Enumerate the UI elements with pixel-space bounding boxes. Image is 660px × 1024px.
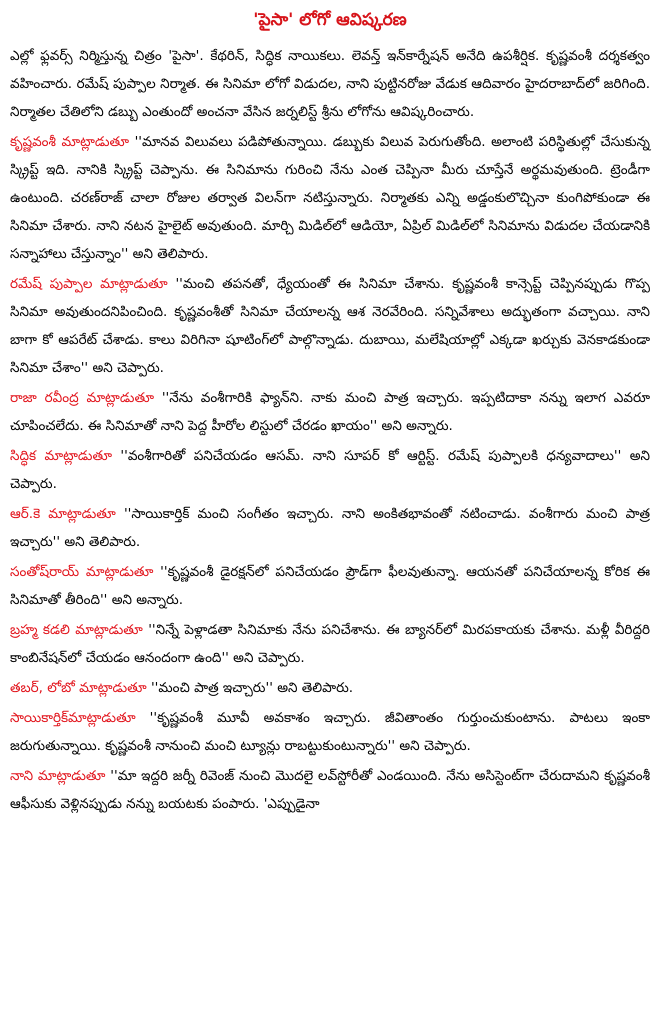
intro-paragraph: ఎల్లో ఫ్లవర్స్ నిర్మిస్తున్న చిత్రం 'పైసా'. కేథరిన్, సిద్ధిక నాయికలు. లెవన్త్ ఇన్‌కార్నేషన్ అనేది ఉపశీర్షిక. కృష్ణవంశీ దర్శకత్వం వహించారు. రమేష్ పుప్పాల నిర్మాత. ఈ సినిమా లోగో విడుదల, నాని పుట్టినరోజు వేడుక ఆదివారం హైదరాబాద్‌లో జరిగింది. నిర్మాతల చేతిలోని డబ్బు ఎంతుందో అంచనా వేసిన జర్నలిస్ట్ శ్రీను లోగోను ఆవిష్కరించారు. [10,48,650,120]
quote-text: ''కృష్ణవంశీ మూవీ అవకాశం ఇచ్చారు. జీవితాంతం గుర్తుంచుకుంటాను. పాటలు ఇంకా జరుగుతున్నాయి. కృష్ణవంశీ నానుంచి మంచి ట్యూన్లు రాబట్టుకుంటున్నారు'' అని చెప్పారు. [10,710,650,754]
quote-paragraph [10,558,650,614]
quote-paragraph [10,384,650,440]
quote-paragraph [10,616,650,672]
quote-paragraph [10,500,650,556]
quote-text: ''నేను వంశీగారికి ఫ్యాన్‌ని. నాకు మంచి పాత్ర ఇచ్చారు. ఇప్పటిదాకా నన్ను ఇలాగ ఎవరూ చూపించలేదు. ఈ సినిమాతో నాని పెద్ద హీరోల లిస్టులో చేరడం ఖాయం'' అని అన్నారు. [10,390,650,434]
article [5,0,655,818]
speaker-name: రాజా రవీంద్ర మాట్లాడుతూ [10,390,154,406]
speaker-name: సిద్ధిక మాట్లాడుతూ [10,448,113,464]
quote-paragraph [10,704,650,760]
article-title: 'పైసా' లోగో ఆవిష్కరణ [253,10,407,30]
quote-paragraph [10,270,650,382]
speaker-name: సాయికార్తిక్‌మాట్లాడుతూ [10,710,136,726]
speaker-name: సంతోష్‌రాయ్ మాట్లాడుతూ [10,564,154,580]
quotes-list [10,128,650,818]
speaker-name: కృష్ణవంశీ మాట్లాడుతూ [10,134,130,150]
quote-text: ''నిన్నే పెళ్లాడతా సినిమాకు నేను పనిచేశాను. ఈ బ్యానర్‌లో మిరపకాయకు చేశాను. మళ్లీ వీరిద్దరి కాంబినేషన్‌లో చేయడం ఆనందంగా ఉంది'' అని చెప్పారు. [10,622,650,666]
speaker-name: నాని మాట్లాడుతూ [10,768,106,784]
quote-paragraph [10,762,650,818]
quote-text: ''మా ఇద్దరి జర్నీ రివెంజ్ నుంచి మొదలై లవ్‌స్టోరీతో ఎండయింది. నేను అసిస్టెంట్‌గా చేరుదామని కృష్ణవంశీ ఆఫీసుకు వెళ్లినప్పుడు నన్ను బయటకు పంపారు. 'ఎప్పుడైనా [10,768,651,812]
speaker-name: రమేష్ పుప్పాల మాట్లాడుతూ [10,276,168,292]
quote-paragraph [10,442,650,498]
quote-paragraph [10,128,650,268]
quote-text: ''మంచి పాత్ర ఇచ్చారు'' అని తెలిపారు. [146,680,354,696]
quote-text: ''మంచి తపనతో, ధ్యేయంతో ఈ సినిమా చేశాను. కృష్ణవంశీ కాన్సెప్ట్ చెప్పినప్పుడు గొప్ప సినిమా అవుతుందనిపించింది. కృష్ణవంశీతో సినిమా చేయాలన్న ఆశ నెరవేరింది. సన్నివేశాలు అద్భుతంగా వచ్చాయి. నాని బాగా కో ఆపరేట్ చేశాడు. కాలు విరిగినా షూటింగ్‌లో పాల్గొన్నాడు. దుబాయి, మలేషియాల్లో ఎక్కడా ఖర్చుకు వెనకాడకుండా సినిమా చేశాం'' అని చెప్పారు. [10,276,650,376]
quote-text: ''సాయికార్తిక్ మంచి సంగీతం ఇచ్చారు. నాని అంకితభావంతో నటించాడు. వంశీగారు మంచి పాత్ర ఇచ్చారు'' అని తెలిపారు. [10,506,650,550]
speaker-name: తబర్, లోబో మాట్లాడుతూ [10,680,147,696]
speaker-name: బ్రహ్మ కడలి మాట్లాడుతూ [10,622,143,638]
speaker-name: ఆర్.కె మాట్లాడుతూ [10,506,116,522]
quote-text: ''కృష్ణవంశీ డైరక్షన్‌లో పనిచేయడం ప్రౌడ్‌గా ఫీలవుతున్నా. ఆయనతో పనిచేయాలన్న కోరిక ఈ సినిమాతో తీరింది'' అని అన్నారు. [10,564,651,608]
quote-text: ''వంశీగారితో పనిచేయడం ఆసమ్. నాని సూపర్ కో ఆర్టిస్ట్. రమేష్ పుప్పాలకి ధన్యవాదాలు'' అని చెప్పారు. [10,448,651,492]
quote-text: ''మానవ విలువలు పడిపోతున్నాయి. డబ్బుకు విలువ పెరుగుతోంది. అలాంటి పరిస్థితుల్లో చేసుకున్న స్క్రిప్ట్ ఇది. నానికి స్క్రిప్ట్ చెప్పాను. ఈ సినిమాను గురించి నేను ఎంత చెప్పినా మీరు చూస్తేనే అర్థమవుతుంది. ట్రెండీగా ఉంటుంది. చరణ్‌రాజ్ చాలా రోజుల తర్వాత విలన్‌గా నటిస్తున్నారు. నిర్మాతకు ఎన్ని అడ్డంకులొచ్చినా కుంగిపోకుండా ఈ సినిమా చేశారు. నాని నటన హైలైట్ అవుతుంది. మార్చి మిడిల్‌లో ఆడియో, ఏప్రిల్ మిడిల్‌లో సినిమాను విడుదల చేయడానికి సన్నాహాలు చేస్తున్నాం'' అని తెలిపారు. [10,134,650,262]
quote-paragraph [10,674,650,702]
